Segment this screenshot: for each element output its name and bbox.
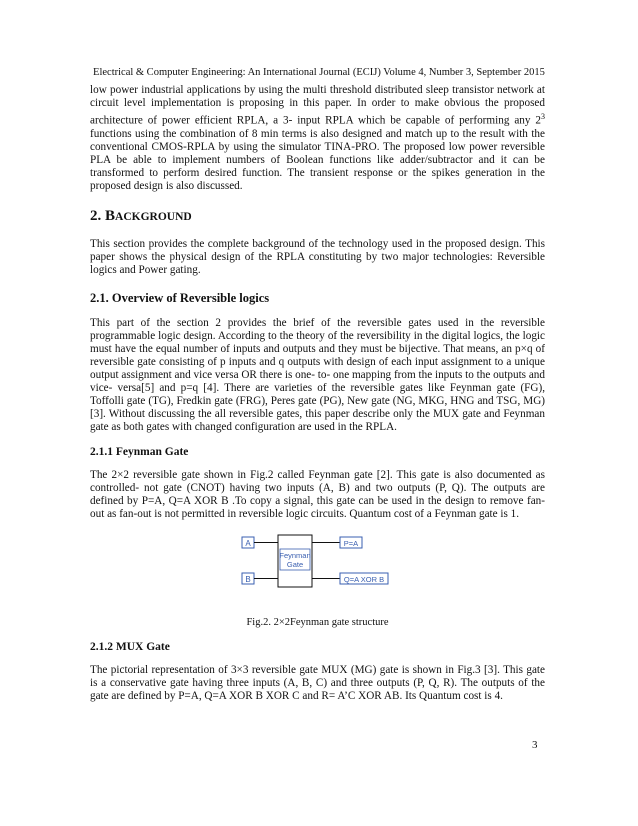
figure-2-caption: Fig.2. 2×2Feynman gate structure: [246, 616, 389, 628]
section-2-1-2-heading: 2.1.2 MUX Gate: [90, 640, 170, 653]
intro-superscript: 3: [541, 112, 545, 121]
section-2-1-2-paragraph: The pictorial representation of 3×3 reversible gate MUX (MG) gate is shown in Fig.3 [3]. This gate is a conservative gate having three inputs (A, B, C) and three outputs (P, Q, R). The outputs of the gate are defined by P=A, Q=A XOR B XOR C and R= A’C XOR AB. Its Quantum cost is 4.: [90, 663, 545, 702]
section-2-1-paragraph: This part of the section 2 provides the brief of the reversible gates used in the reversible programmable logic design. According to the theory of the reversibility in the digital logics, the logic must have the equal number of inputs and outputs and they must be bijective. That means, an p×q of reversible gate consisting of p inputs and q outputs with design of each input assignment to a unique output assignment and vice versa OR there is one- to- one mapping from the inputs to the outputs and vice- versa[5] and p=q [4]. There are varieties of the reversible gates like Feynman gate (FG), Toffolli gate (TG), Fredkin gate (FRG), Peres gate (PG), New gate (NG, MKG, HNG and TSG, MG) [3]. Without discussing the all reversible gates, this paper describe only the MUX gate and Feynman gate as both gates with changed configuration are used in the RPLA.: [90, 316, 545, 433]
intro-text-cont: functions using the combination of 8 min terms is also designed and match up to the result with the conventional CMOS-RPLA by using the simulator TINA-PRO. The proposed low power reversible PLA be able to implement numbers of Boolean functions like adder/subtractor and it can be transformed to perform desired function. The transient response or the spikes generation in the proposed design is also discussed.: [90, 127, 545, 192]
page-number: 3: [532, 739, 538, 751]
intro-paragraph: [90, 84, 545, 193]
feynman-gate-diagram: [238, 533, 398, 599]
output-p-label: P=A: [343, 538, 359, 548]
input-a-label: A: [245, 538, 251, 548]
section-2-1-1-paragraph: The 2×2 reversible gate shown in Fig.2 called Feynman gate [2]. This gate is also documented as controlled- not gate (CNOT) having two inputs (A, B) and two outputs (P, Q). The outputs are defined by P=A, Q=A XOR B .To copy a signal, this gate can be used in the design to remove fan-out as fan-out is not permitted in reversible logic circuits. Quantum cost of a Feynman gate is 1.: [90, 468, 545, 520]
section-2-1-heading: 2.1. Overview of Reversible logics: [90, 290, 270, 305]
figure-2: [90, 533, 545, 603]
input-b-label: B: [245, 574, 251, 584]
output-q-label: Q=A XOR B: [343, 574, 385, 584]
gate-label-line1: Feynman: [279, 550, 311, 560]
gate-label-line2: Gate: [286, 559, 304, 569]
section-2-1-1-heading: 2.1.1 Feynman Gate: [90, 445, 189, 458]
running-header: Electrical & Computer Engineering: An International Journal (ECIJ) Volume 4, Number 3, September 2015: [93, 67, 545, 78]
intro-text: low power industrial applications by using the multi threshold distributed sleep transistor network at circuit level implementation is proposing in this paper. In order to make obvious the proposed architecture of power efficient RPLA, a 3- input RPLA which be capable of performing any 2: [90, 84, 545, 127]
section-2-title: ACKGROUND: [115, 210, 192, 223]
main-content: [90, 84, 545, 703]
section-2-heading: [90, 207, 545, 226]
section-2-number: 2. B: [90, 207, 116, 224]
background-paragraph: This section provides the complete background of the technology used in the proposed design. This paper shows the physical design of the RPLA constituting by two major technologies: Reversible logics and Power gating.: [90, 237, 545, 276]
